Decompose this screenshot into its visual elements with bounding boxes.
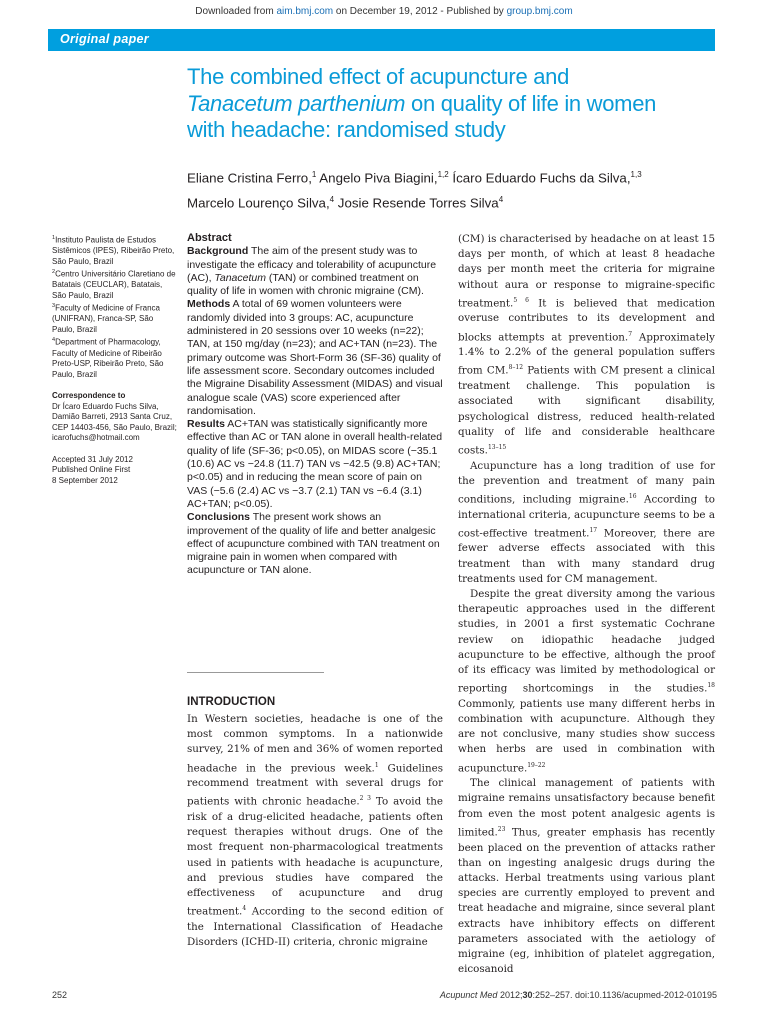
background-text: The aim of the present study was to investigate the efficacy and tolerability of acupuncture (AC), bbox=[187, 245, 437, 284]
body-text: (CM) is characterised by headache on at least 15 days per month, of which at least 8 headache days per month meet the criteria for migraine without aura or response to migraine-specific treatment. bbox=[458, 233, 715, 310]
title-species: Tanacetum parthenium bbox=[187, 90, 406, 116]
author-1: Eliane Cristina Ferro, bbox=[187, 170, 312, 186]
body-ref: 5 6 bbox=[513, 296, 529, 304]
body-paragraph bbox=[458, 776, 715, 977]
body-ref: 23 bbox=[497, 825, 506, 833]
author-1-sup: 1 bbox=[311, 170, 317, 179]
background-text-2: (TAN) or combined treatment on quality of life in women with chronic migraine (CM). bbox=[187, 271, 424, 298]
affiliation-text: Faculty of Medicine of Franca (UNIFRAN), Franca-SP, São Paulo, Brazil bbox=[52, 303, 160, 334]
body-paragraph bbox=[458, 459, 715, 587]
body-ref: 17 bbox=[589, 526, 598, 534]
author-list bbox=[187, 164, 707, 215]
body-text: Approximately 1.4% to 2.2% of the general population suffers from CM. bbox=[458, 331, 715, 377]
abstract bbox=[187, 232, 443, 578]
author-3: Ícaro Eduardo Fuchs da Silva, bbox=[448, 170, 631, 186]
download-prefix: Downloaded from bbox=[195, 6, 277, 17]
affiliation-text: Department of Pharmacology, Faculty of Medicine of Ribeirão Preto-USP, Ribeirão Preto, São Paulo, Brazil bbox=[52, 338, 164, 379]
intro-text: According to the second edition of the International Classification of Headache Disorders (ICHD-II) criteria, chronic migraine bbox=[187, 905, 443, 949]
affiliation-text: Centro Universitário Claretiano de Batatais (CEUCLAR), Batatais, São Paulo, Brazil bbox=[52, 269, 176, 300]
intro-ref: 4 bbox=[242, 905, 247, 913]
abstract-results bbox=[187, 418, 443, 511]
accepted-date: Accepted 31 July 2012 bbox=[52, 454, 133, 464]
section-band-label: Original paper bbox=[60, 32, 149, 46]
footer-volume: 30 bbox=[522, 990, 533, 1000]
affiliation-num: 3 bbox=[52, 303, 56, 310]
article-dates bbox=[52, 455, 177, 487]
title-part2: on quality of life in women with headache: randomised study bbox=[187, 90, 657, 142]
author-3-sup: 1,3 bbox=[630, 170, 642, 179]
intro-text: Guidelines recommend treatment with several drugs for patients with chronic headache. bbox=[187, 762, 443, 808]
affiliation-num: 1 bbox=[52, 235, 56, 241]
section-band bbox=[48, 29, 715, 51]
published-line-2: 8 September 2012 bbox=[52, 475, 118, 485]
introduction-body bbox=[187, 712, 443, 950]
intro-text: To avoid the risk of a drug-elicited headache, patients often request therapies without drugs. One of the most frequent non-pharmacological treatments used in patients with headache is acupuncture, and previous studies have compared the effectiveness of acupuncture and drug treatment. bbox=[187, 795, 444, 918]
group-site-link[interactable]: group.bmj.com bbox=[506, 6, 573, 17]
body-text: It is believed that medication overuse contributes to its development and blocks attempts at prevention. bbox=[458, 297, 715, 344]
article-title bbox=[187, 64, 657, 144]
affiliation bbox=[52, 233, 177, 267]
abstract-conclusions bbox=[187, 511, 443, 577]
intro-text: In Western societies, headache is one of the most common symptoms. In a nationwide survey, 21% of men and 36% of women reported headache in the previous week. bbox=[187, 713, 443, 775]
author-5-sup: 4 bbox=[498, 195, 504, 205]
correspondence-body: Dr Ícaro Eduardo Fuchs Silva, Damião Barreti, 2913 Santa Cruz, CEP 14403-456, São Paulo, Brazil; icarofuchs@hotmail.com bbox=[52, 401, 177, 443]
conclusions-label: Conclusions bbox=[187, 511, 251, 524]
abstract-background bbox=[187, 245, 443, 298]
methods-text: A total of 69 women volunteers were randomly divided into 3 groups: AC, acupuncture administered in 20 sessions over 10 weeks (n=22); TAN, at 150 mg/day (n=23); and AC+TAN (n=23). The primary outcome was Short-Form 36 (SF-36) quality of life assessment score. Secondary outcomes included the Migraine Disability Assessment (MIDAS) and visual analogue scale (VAS) score experienced after randomisation. bbox=[187, 298, 443, 417]
right-column bbox=[458, 232, 715, 977]
intro-ref: 1 bbox=[374, 761, 379, 769]
page-number: 252 bbox=[52, 990, 68, 1000]
affiliation bbox=[52, 335, 177, 380]
abstract-divider bbox=[187, 672, 324, 673]
author-2: Angelo Piva Biagini, bbox=[316, 170, 438, 186]
footer-doi: :252–257. doi:10.1136/acupmed-2012-010195 bbox=[532, 990, 717, 1000]
author-4-sup: 4 bbox=[329, 195, 335, 205]
abstract-methods bbox=[187, 298, 443, 418]
body-paragraph bbox=[458, 232, 715, 459]
affiliation bbox=[52, 301, 177, 335]
affiliation-num: 4 bbox=[52, 337, 56, 344]
introduction-heading: INTRODUCTION bbox=[187, 696, 276, 708]
author-5: Josie Resende Torres Silva bbox=[334, 195, 499, 211]
conclusions-text: The present work shows an improvement of the quality of life and better analgesic effect of acupuncture combined with TAN treatment on migraine pain in women when compared with acupuncture or TAN alone. bbox=[187, 511, 440, 577]
body-text: According to international criteria, acupuncture seems to be a cost-effective treatment. bbox=[458, 493, 715, 540]
abstract-heading: Abstract bbox=[187, 232, 232, 244]
methods-label: Methods bbox=[187, 298, 231, 311]
background-label: Background bbox=[187, 245, 249, 258]
citation-footer bbox=[430, 990, 717, 1000]
journal-site-link[interactable]: aim.bmj.com bbox=[276, 6, 334, 17]
author-4: Marcelo Lourenço Silva, bbox=[187, 195, 330, 211]
body-ref: 18 bbox=[707, 682, 715, 690]
body-text: Patients with CM present a clinical treatment challenge. This population is associated with significant disability, psychological distress, reduced health-related quality of life and considerable healthcare costs. bbox=[458, 364, 715, 457]
intro-ref: 2 3 bbox=[359, 795, 371, 803]
results-text: AC+TAN was statistically significantly more effective than AC or TAN alone in overall health-related quality of life (SF-36; p<0.05), on MIDAS score (−35.1 (10.6) AC vs −24.8 (11.7) TAN vs −42.5 (9.8) AC+TAN; p<0.05) and in reducing the mean score of pain on VAS (−5.6 (2.4) AC vs −3.7 (2.1) TAN vs −6.4 (3.1) AC+TAN; p<0.05). bbox=[187, 418, 443, 510]
body-paragraph bbox=[458, 587, 715, 776]
footer-journal: Acupunct Med bbox=[439, 990, 498, 1000]
body-ref: 7 bbox=[628, 330, 633, 338]
author-2-sup: 1,2 bbox=[437, 170, 449, 179]
footer-year: 2012; bbox=[497, 990, 523, 1000]
affiliation-text: Instituto Paulista de Estudos Sistêmicos (IPES), Ribeirão Preto, São Paulo, Brazil bbox=[52, 235, 175, 266]
background-species: Tanacetum bbox=[214, 271, 266, 284]
title-part1: The combined effect of acupuncture and bbox=[187, 64, 570, 89]
affiliation-num: 2 bbox=[52, 269, 56, 276]
body-text: Acupuncture has a long tradition of use for the prevention and treatment of many pain conditions, including migraine. bbox=[458, 459, 715, 506]
body-ref: 19–22 bbox=[527, 761, 546, 769]
body-text: Despite the great diversity among the various therapeutic approaches used in the different studies, in 2001 a first systematic Cochrane review on idiopathic headache judged acupuncture to be effective, although the proof of its efficacy was limited by methodological or reporting shortcomings in the studies. bbox=[458, 588, 715, 695]
download-banner bbox=[0, 6, 768, 17]
affiliation bbox=[52, 267, 177, 301]
affiliations-sidebar bbox=[52, 233, 177, 486]
body-text: Thus, greater emphasis has recently been placed on the prevention of attacks rather than on ingesting analgesic drugs during the attacks. Herbal treatments using various plant species are currently employed to prevent and treat headache and migraine, since several plant extracts have inhibitory effects on different parameters associated with the aetiology of migraine (eg, inhibition of platelet aggregation, eicosanoid bbox=[458, 826, 715, 976]
results-label: Results bbox=[187, 418, 225, 431]
correspondence-heading: Correspondence to bbox=[52, 391, 126, 401]
body-text: Moreover, there are fewer adverse effects associated with this treatment than with many standard drug treatments used for CM management. bbox=[458, 527, 715, 585]
body-ref: 13–15 bbox=[487, 443, 507, 451]
download-middle: on December 19, 2012 - Published by bbox=[333, 6, 507, 17]
body-ref: 16 bbox=[628, 492, 637, 500]
body-text: Commonly, patients use many different herbs in combination with acupuncture. Although they are not conclusive, many studies show success when herbs are used in combination with acupuncture. bbox=[458, 697, 715, 775]
published-line-1: Published Online First bbox=[52, 465, 131, 475]
body-ref: 8–12 bbox=[508, 364, 524, 372]
body-text: The clinical management of patients with migraine remains unsatisfactory because benefit from even the most potent analgesic agents is limited. bbox=[458, 777, 715, 839]
